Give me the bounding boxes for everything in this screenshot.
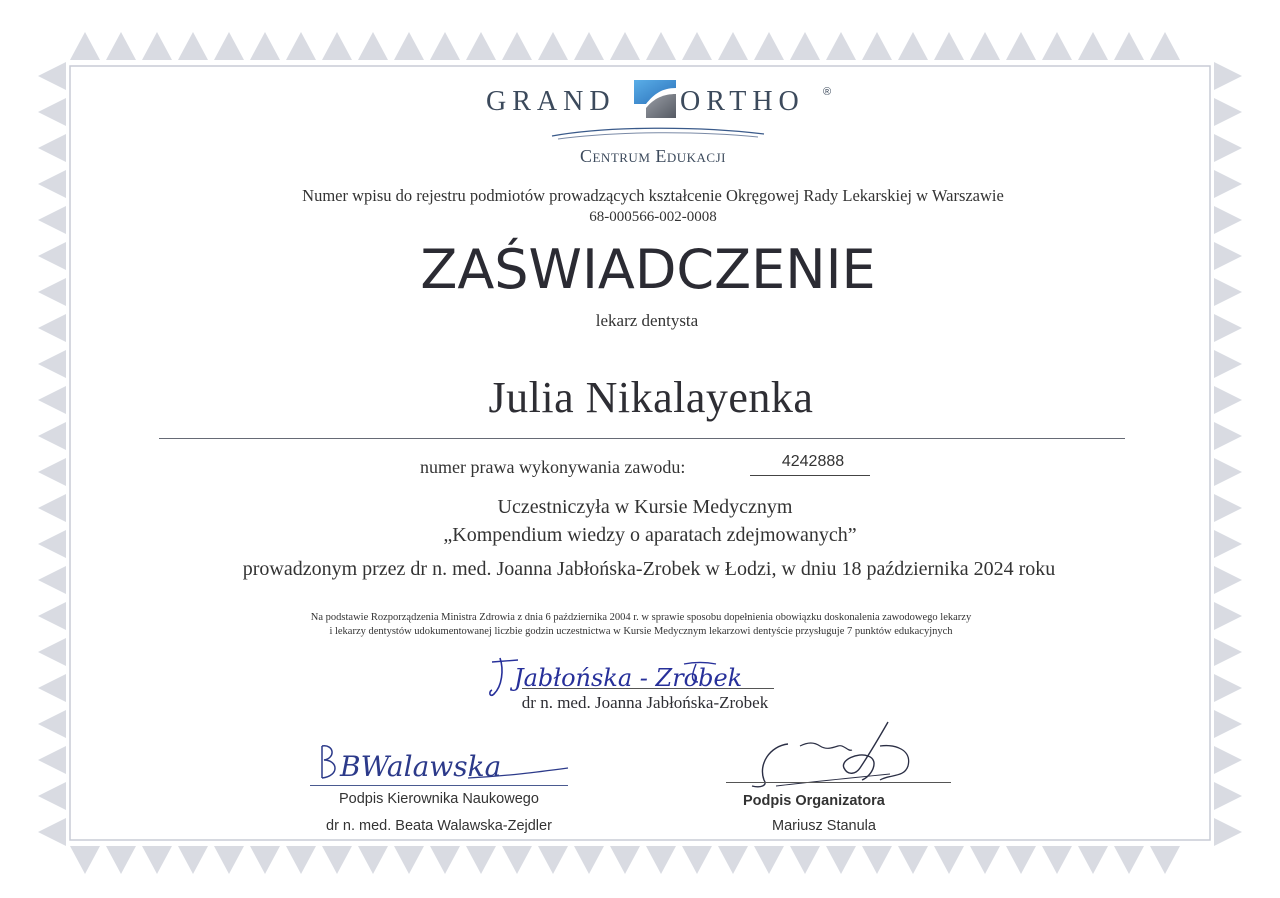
logo-brand-left: GRAND bbox=[486, 86, 616, 117]
border-triangle bbox=[1150, 32, 1180, 60]
border-triangle bbox=[38, 98, 66, 126]
course-details: prowadzonym przez dr n. med. Joanna Jabłońska-Zrobek w Łodzi, w dniu 18 października 2024 roku bbox=[242, 558, 1056, 580]
border-triangle bbox=[898, 32, 928, 60]
lecturer-signature-text: Jabłońska - Zrobek bbox=[514, 664, 743, 692]
border-triangle bbox=[38, 62, 66, 90]
border-triangle bbox=[574, 32, 604, 60]
border-triangle bbox=[610, 32, 640, 60]
border-triangle bbox=[394, 846, 424, 874]
logo-swoosh-lines bbox=[548, 124, 768, 140]
border-triangle bbox=[646, 32, 676, 60]
border-triangle bbox=[1114, 32, 1144, 60]
border-triangle bbox=[106, 846, 136, 874]
recipient-name: Julia Nikalayenka bbox=[488, 373, 814, 422]
border-triangle bbox=[754, 846, 784, 874]
border-triangle bbox=[322, 846, 352, 874]
border-triangle bbox=[934, 846, 964, 874]
name-underline bbox=[159, 438, 1125, 439]
border-triangle bbox=[466, 32, 496, 60]
border-triangle bbox=[70, 32, 100, 60]
border-triangle bbox=[430, 846, 460, 874]
border-triangle bbox=[142, 846, 172, 874]
border-triangle bbox=[286, 32, 316, 60]
scientific-head-handwritten-signature bbox=[318, 738, 578, 788]
border-triangle bbox=[250, 846, 280, 874]
registered-mark: ® bbox=[823, 86, 832, 98]
scientific-head-signature-text: BWalawska bbox=[340, 750, 502, 783]
organizer-name: Mariusz Stanula bbox=[772, 818, 876, 834]
participation-line: Uczestniczyła w Kursie Medycznym bbox=[497, 496, 793, 518]
border-triangle bbox=[1214, 458, 1242, 486]
border-triangle bbox=[502, 846, 532, 874]
border-triangle bbox=[1214, 98, 1242, 126]
border-triangle bbox=[1214, 710, 1242, 738]
border-triangle bbox=[1150, 846, 1180, 874]
license-label: numer prawa wykonywania zawodu: bbox=[420, 457, 686, 477]
border-triangle bbox=[38, 782, 66, 810]
border-triangle bbox=[38, 710, 66, 738]
legal-line-2: i lekarzy dentystów udokumentowanej liczbie godzin uczestnictwa w Kursie Medycznym lekarzowi dentyście przysługuje 7 punktów edukacyjnych bbox=[329, 626, 953, 637]
border-triangle bbox=[610, 846, 640, 874]
border-triangle bbox=[898, 846, 928, 874]
border-triangle bbox=[178, 32, 208, 60]
border-triangle bbox=[38, 638, 66, 666]
border-triangle bbox=[214, 32, 244, 60]
recipient-role: lekarz dentysta bbox=[595, 311, 699, 330]
logo-brand-right: ORTHO bbox=[680, 86, 805, 117]
scientific-head-name: dr n. med. Beata Walawska-Zejdler bbox=[326, 818, 552, 834]
license-number: 4242888 bbox=[781, 453, 845, 470]
border-triangle bbox=[286, 846, 316, 874]
border-triangle bbox=[1042, 846, 1072, 874]
course-title: „Kompendium wiedzy o aparatach zdejmowanych” bbox=[443, 524, 857, 546]
license-underline bbox=[750, 475, 870, 476]
border-triangle bbox=[1214, 746, 1242, 774]
certificate-title: ZAŚWIADCZENIE bbox=[420, 238, 876, 301]
border-triangle bbox=[538, 846, 568, 874]
lecturer-name: dr n. med. Joanna Jabłońska-Zrobek bbox=[521, 693, 769, 712]
scientific-head-signature-title: Podpis Kierownika Naukowego bbox=[339, 791, 539, 807]
border-triangle bbox=[502, 32, 532, 60]
border-triangle bbox=[466, 846, 496, 874]
border-triangle bbox=[178, 846, 208, 874]
register-number: 68-000566-002-0008 bbox=[589, 209, 717, 225]
border-triangle bbox=[790, 846, 820, 874]
lecturer-signature-line bbox=[522, 688, 774, 689]
border-triangle bbox=[430, 32, 460, 60]
border-triangle bbox=[38, 818, 66, 846]
border-triangle bbox=[38, 422, 66, 450]
border-triangle bbox=[214, 846, 244, 874]
border-triangle bbox=[358, 846, 388, 874]
border-triangle bbox=[682, 32, 712, 60]
border-triangle bbox=[70, 846, 100, 874]
border-triangle bbox=[646, 846, 676, 874]
border-triangle bbox=[38, 458, 66, 486]
border-triangle bbox=[574, 846, 604, 874]
border-triangle bbox=[106, 32, 136, 60]
border-triangle bbox=[1214, 818, 1242, 846]
organizer-signature-line bbox=[726, 782, 951, 783]
border-triangle bbox=[1078, 846, 1108, 874]
border-triangle bbox=[790, 32, 820, 60]
border-triangle bbox=[682, 846, 712, 874]
register-text: Numer wpisu do rejestru podmiotów prowadzących kształcenie Okręgowej Rady Lekarskiej w Warszawie bbox=[302, 186, 1004, 205]
border-triangle bbox=[1006, 846, 1036, 874]
border-triangle bbox=[358, 32, 388, 60]
border-triangle bbox=[394, 32, 424, 60]
wave-emblem-icon bbox=[632, 78, 678, 120]
inner-frame bbox=[70, 66, 1210, 840]
legal-line-1: Na podstawie Rozporządzenia Ministra Zdrowia z dnia 6 października 2004 r. w sprawie sposobu dopełnienia obowiązku doskonalenia zawodowego lekarzy bbox=[310, 612, 972, 623]
border-triangle bbox=[38, 746, 66, 774]
border-triangle bbox=[1214, 782, 1242, 810]
border-triangle bbox=[1006, 32, 1036, 60]
border-triangle bbox=[862, 846, 892, 874]
border-triangle bbox=[862, 32, 892, 60]
logo-tagline: Centrum Edukacji bbox=[579, 146, 726, 166]
border-triangle bbox=[970, 32, 1000, 60]
border-triangle bbox=[1214, 62, 1242, 90]
border-triangle bbox=[250, 32, 280, 60]
border-triangle bbox=[1214, 638, 1242, 666]
border-triangle bbox=[1078, 32, 1108, 60]
border-triangle bbox=[718, 32, 748, 60]
border-triangle bbox=[1042, 32, 1072, 60]
border-triangle bbox=[1114, 846, 1144, 874]
border-triangle bbox=[718, 846, 748, 874]
border-triangle bbox=[826, 32, 856, 60]
border-triangle bbox=[826, 846, 856, 874]
scientific-head-signature-line bbox=[310, 785, 568, 786]
border-triangle bbox=[142, 32, 172, 60]
organizer-signature-title: Podpis Organizatora bbox=[743, 793, 885, 809]
border-triangle bbox=[754, 32, 784, 60]
border-triangle bbox=[538, 32, 568, 60]
border-triangle bbox=[970, 846, 1000, 874]
border-triangle bbox=[322, 32, 352, 60]
border-triangle bbox=[934, 32, 964, 60]
border-triangle bbox=[1214, 422, 1242, 450]
